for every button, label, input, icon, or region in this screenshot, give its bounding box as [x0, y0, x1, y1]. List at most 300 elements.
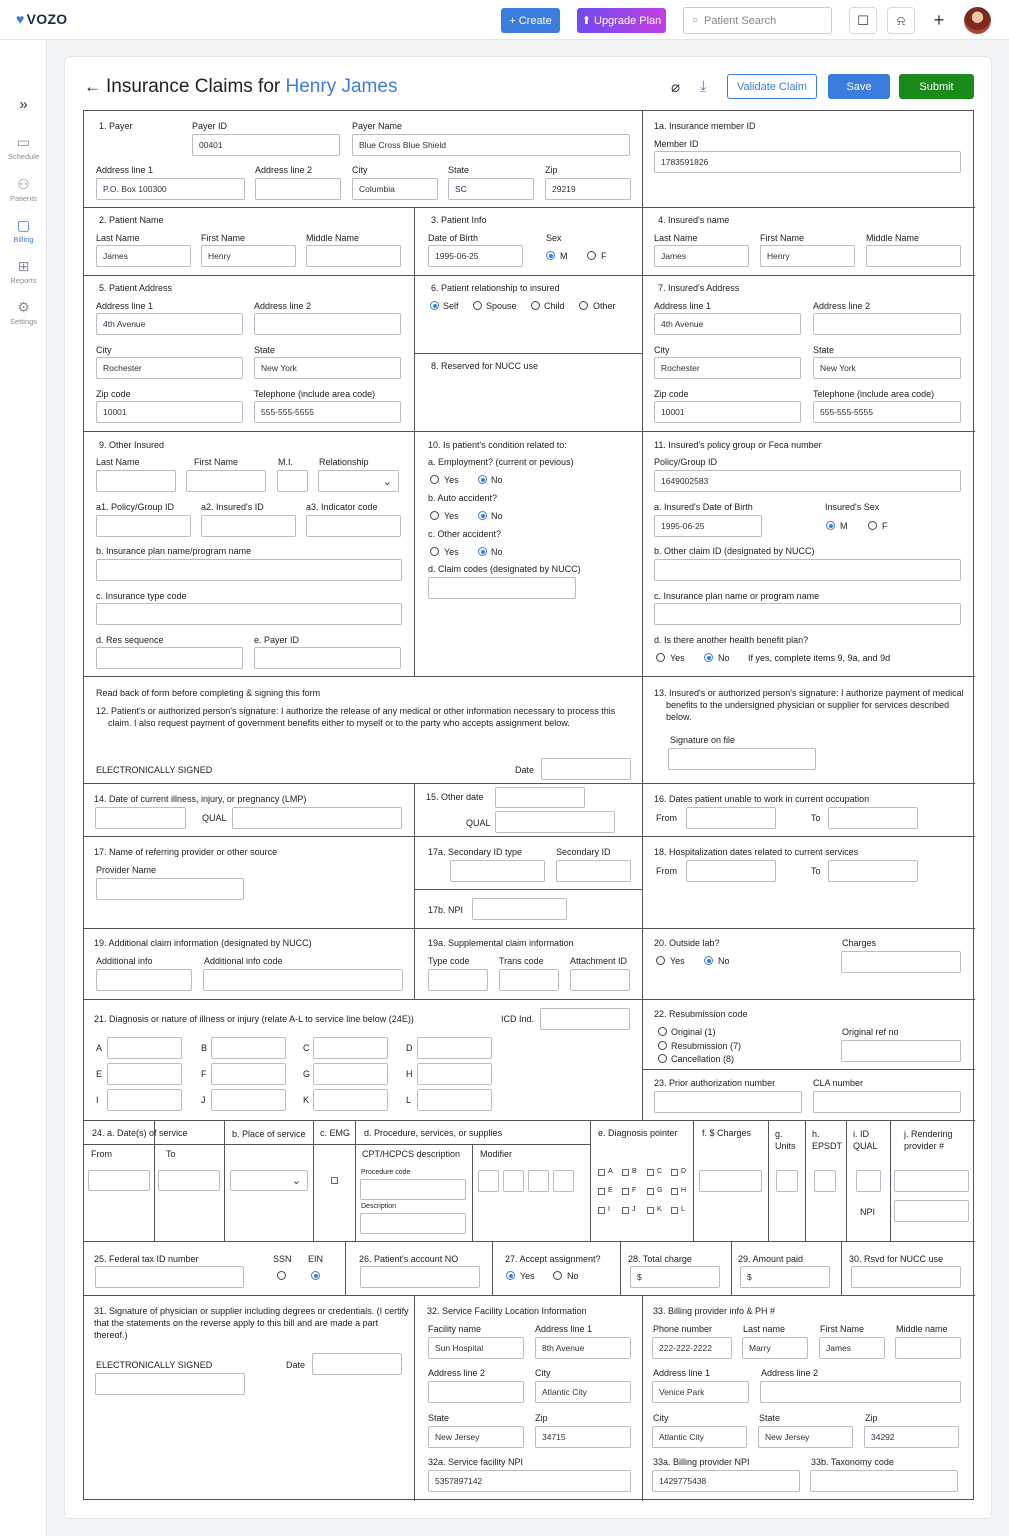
billing-middle-name-input[interactable] — [895, 1337, 961, 1359]
payer-zip-input[interactable]: 29219 — [545, 178, 631, 200]
col-divider — [414, 783, 415, 999]
e9-label: e. Payer ID — [254, 635, 300, 645]
patient-state-input[interactable]: New York — [254, 357, 401, 379]
date-label: Date — [286, 1360, 306, 1370]
state-label: State — [813, 345, 835, 355]
address-1-label: Address line 1 — [96, 165, 154, 175]
patient-first-name-input[interactable]: Henry — [201, 245, 296, 267]
unable-work-from-input[interactable] — [686, 807, 776, 829]
sidebar-label: Reports — [10, 276, 37, 285]
diagnosis-letter-label: E — [96, 1069, 103, 1079]
address-1-label: Address line 1 — [96, 301, 154, 311]
insured-middle-name-input[interactable] — [866, 245, 961, 267]
other-date-qual-input[interactable] — [495, 811, 615, 833]
other-insured-mi-input[interactable] — [277, 470, 308, 492]
additional-info-input[interactable] — [96, 969, 192, 991]
sidebar-item-patients[interactable] — [0, 176, 47, 203]
diagnosis-i-input[interactable] — [107, 1089, 182, 1111]
section-21-label: 21. Diagnosis or nature of illness or injury (relate A-L to service line below (24E)) — [94, 1014, 414, 1024]
another-plan-no-radio[interactable] — [704, 653, 713, 662]
pointer-l-checkbox[interactable] — [671, 1207, 678, 1214]
diagnosis-letter-label: K — [303, 1095, 310, 1105]
search-icon: ○ — [692, 15, 699, 26]
signature-on-file-input[interactable] — [668, 748, 816, 770]
col-divider — [693, 1120, 694, 1241]
diagnosis-letter-label: L — [406, 1095, 412, 1105]
bell-icon[interactable]: ⍾ — [887, 7, 915, 34]
row-divider — [84, 275, 975, 276]
section-32-label: 32. Service Facility Location Information — [427, 1306, 587, 1316]
section-6-label: 6. Patient relationship to insured — [431, 283, 560, 293]
section-26-label: 26. Patient's account NO — [359, 1254, 459, 1264]
insured-address-2-input[interactable] — [813, 313, 961, 335]
another-plan-yes-radio[interactable] — [656, 653, 665, 662]
diagnosis-b-input[interactable] — [211, 1037, 286, 1059]
procedure-code-input[interactable] — [360, 1179, 466, 1200]
c9-label: c. Insurance type code — [96, 591, 187, 601]
relationship-dropdown[interactable] — [318, 470, 399, 492]
pointer-d-checkbox[interactable] — [671, 1169, 678, 1176]
other-insured-last-input[interactable] — [96, 470, 176, 492]
section-3-label: 3. Patient Info — [431, 215, 487, 225]
other-date-input[interactable] — [495, 787, 585, 808]
row-divider — [84, 836, 975, 837]
create-button[interactable] — [501, 8, 560, 33]
federal-tax-id-input[interactable] — [95, 1266, 244, 1288]
first-name-label: First Name — [194, 457, 239, 467]
place-of-service-dropdown[interactable] — [230, 1170, 308, 1191]
other-accident-yes-radio[interactable] — [430, 547, 439, 556]
indicator-code-input[interactable] — [306, 515, 401, 537]
procedure-code-label: Procedure code — [361, 1169, 411, 1176]
original-1-radio[interactable] — [658, 1027, 667, 1036]
add-icon[interactable]: + — [925, 7, 953, 34]
id-qual-label: i. ID QUAL — [853, 1129, 878, 1151]
electronically-signed-label: ELECTRONICALLY SIGNED — [96, 1360, 213, 1370]
col-divider — [620, 1241, 621, 1295]
service-from-input[interactable] — [88, 1170, 150, 1191]
billing-npi-input[interactable]: 1429775438 — [652, 1470, 800, 1492]
hospital-from-input[interactable] — [686, 860, 776, 882]
sidebar-item-schedule[interactable] — [0, 134, 47, 161]
secondary-id-input[interactable] — [556, 860, 631, 882]
payer-address-2-input[interactable] — [255, 178, 341, 200]
f-label: F — [601, 251, 607, 261]
pointer-letter-label: E — [608, 1187, 613, 1194]
pointer-letter-label: D — [681, 1168, 687, 1175]
illness-date-input[interactable] — [95, 807, 186, 829]
col-divider — [313, 1120, 314, 1241]
pointer-letter-label: F — [632, 1187, 637, 1194]
description-input[interactable] — [360, 1213, 466, 1234]
facility-state-input[interactable]: New Jersey — [428, 1426, 524, 1448]
section-28-label: 28. Total charge — [628, 1254, 692, 1264]
section-29-label: 29. Amount paid — [738, 1254, 804, 1264]
payer-id-input[interactable]: 00401 — [192, 134, 340, 156]
facility-name-input[interactable]: Sun Hospital — [428, 1337, 524, 1359]
billing-state-input[interactable]: New Jersey — [758, 1426, 853, 1448]
modifier-4-input[interactable] — [553, 1170, 574, 1192]
zip-code-label: Zip code — [654, 389, 689, 399]
unable-work-to-input[interactable] — [828, 807, 918, 829]
res-sequence-input[interactable] — [96, 647, 243, 669]
diagnosis-c-input[interactable] — [313, 1037, 388, 1059]
claim-codes-input[interactable] — [428, 577, 576, 599]
section-2-label: 2. Patient Name — [99, 215, 164, 225]
modifier-1-input[interactable] — [478, 1170, 499, 1192]
sidebar-label: Patients — [9, 194, 38, 203]
patient-search-input[interactable] — [683, 7, 832, 34]
epsdt-input[interactable] — [814, 1170, 836, 1192]
chat-icon[interactable]: ☐ — [849, 7, 877, 34]
diagnosis-letter-label: G — [303, 1069, 311, 1079]
last-name-label: Last name — [743, 1324, 786, 1334]
total-charge-input[interactable]: $ — [630, 1266, 720, 1288]
qual-label: QUAL — [202, 813, 227, 823]
billing-last-name-input[interactable]: Marry — [742, 1337, 808, 1359]
insured-sex-m-radio[interactable] — [826, 521, 835, 530]
original-ref-label: Original ref no — [842, 1027, 899, 1037]
facility-address-2-input[interactable] — [428, 1381, 524, 1403]
self-label: Self — [443, 301, 459, 311]
insured-dob-input[interactable]: 1995-06-25 — [654, 515, 762, 537]
secondary-id-type-input[interactable] — [450, 860, 545, 882]
service-to-input[interactable] — [158, 1170, 220, 1191]
pointer-letter-label: K — [657, 1206, 662, 1213]
to-label: To — [811, 813, 821, 823]
diagnosis-k-input[interactable] — [313, 1089, 388, 1111]
to-label: To — [166, 1149, 176, 1159]
ein-radio[interactable] — [311, 1271, 320, 1280]
row-divider — [84, 431, 975, 432]
no-label: No — [491, 475, 503, 485]
insured-phone-input[interactable]: 555-555-5555 — [813, 401, 961, 423]
row-divider — [84, 999, 975, 1000]
diagnosis-h-input[interactable] — [417, 1063, 492, 1085]
section-23-label: 23. Prior authorization number — [654, 1078, 776, 1088]
relationship-label: Relationship — [319, 457, 369, 467]
diagnosis-l-input[interactable] — [417, 1089, 492, 1111]
referring-provider-input[interactable] — [96, 878, 244, 900]
from-label: From — [656, 866, 677, 876]
patient-address-1-input[interactable]: 4th Avenue — [96, 313, 243, 335]
billing-zip-input[interactable]: 34292 — [864, 1426, 959, 1448]
diagnosis-j-input[interactable] — [211, 1089, 286, 1111]
patient-account-input[interactable] — [360, 1266, 480, 1288]
insurance-plan-name-input[interactable] — [96, 559, 402, 581]
patient-address-2-input[interactable] — [254, 313, 401, 335]
patient-middle-name-input[interactable] — [306, 245, 401, 267]
col-divider — [642, 207, 643, 676]
facility-city-input[interactable]: Atlantic City — [535, 1381, 631, 1403]
claim-form — [83, 110, 974, 1500]
type-code-input[interactable] — [428, 969, 488, 991]
diagnosis-a-input[interactable] — [107, 1037, 182, 1059]
phone-label: Telephone (include area code) — [813, 389, 935, 399]
units-input[interactable] — [776, 1170, 798, 1192]
facility-address-1-input[interactable]: 8th Avenue — [535, 1337, 631, 1359]
additional-info-code-input[interactable] — [203, 969, 403, 991]
first-name-label: First Name — [201, 233, 246, 243]
other-claim-id-input[interactable] — [654, 559, 961, 581]
zip-label: Zip — [865, 1413, 878, 1423]
patient-dob-input[interactable]: 1995-06-25 — [428, 245, 523, 267]
col-divider — [731, 1241, 732, 1295]
payer-city-input[interactable]: Columbia — [352, 178, 438, 200]
sidebar-item-billing[interactable] — [0, 217, 47, 244]
trans-code-input[interactable] — [499, 969, 559, 991]
attachment-id-input[interactable] — [570, 969, 630, 991]
policy-group-input[interactable]: 1649002583 — [654, 470, 961, 492]
outside-lab-charges-input[interactable] — [841, 951, 961, 973]
rendering-provider-input[interactable] — [894, 1170, 969, 1192]
insured-zip-input[interactable]: 10001 — [654, 401, 801, 423]
relationship-child-radio[interactable] — [531, 301, 540, 310]
address-2-label: Address line 2 — [813, 301, 871, 311]
section-4-label: 4. Insured's name — [658, 215, 730, 225]
employment-no-radio[interactable] — [478, 475, 487, 484]
illness-qual-input[interactable] — [232, 807, 402, 829]
col-divider — [414, 207, 415, 676]
billing-address-1-input[interactable]: Venice Park — [652, 1381, 749, 1403]
additional-info-label: Additional info — [96, 956, 153, 966]
middle-name-label: Middle Name — [866, 233, 920, 243]
pointer-c-checkbox[interactable] — [647, 1169, 654, 1176]
relationship-other-radio[interactable] — [579, 301, 588, 310]
facility-zip-input[interactable]: 34715 — [535, 1426, 631, 1448]
expand-sidebar-icon[interactable]: » — [19, 96, 28, 113]
validate-claim-button[interactable]: Validate Claim — [727, 74, 817, 99]
policy-group-label: Policy/Group ID — [654, 457, 718, 467]
signature-on-file-label: Signature on file — [670, 735, 736, 745]
cla-number-label: CLA number — [813, 1078, 864, 1088]
auto-no-radio[interactable] — [478, 511, 487, 520]
address-2-label: Address line 2 — [428, 1368, 486, 1378]
pointer-h-checkbox[interactable] — [671, 1188, 678, 1195]
outside-lab-yes-radio[interactable] — [656, 956, 665, 965]
section-17-label: 17. Name of referring provider or other source — [94, 847, 278, 857]
hospital-to-input[interactable] — [828, 860, 918, 882]
signature-date-input[interactable] — [541, 758, 631, 780]
npi-17b-input[interactable] — [472, 898, 567, 920]
b9-label: b. Insurance plan name/program name — [96, 546, 252, 556]
insured-sex-f-radio[interactable] — [868, 521, 877, 530]
col-divider — [805, 1120, 806, 1241]
pointer-a-checkbox[interactable] — [598, 1169, 605, 1176]
section-5-label: 5. Patient Address — [99, 283, 173, 293]
charges-24f-input[interactable] — [699, 1170, 762, 1192]
state-label: State — [759, 1413, 781, 1423]
electronically-signed-label: ELECTRONICALLY SIGNED — [96, 765, 213, 775]
plan-name-input[interactable] — [654, 603, 961, 625]
epsdt-label: h. EPSDT — [812, 1129, 843, 1151]
ssn-label: SSN — [273, 1254, 292, 1264]
modifier-label: Modifier — [480, 1149, 513, 1159]
insured-id-input[interactable] — [201, 515, 296, 537]
id-qual-input[interactable] — [856, 1170, 881, 1192]
taxonomy-code-input[interactable] — [810, 1470, 958, 1492]
f-label: F — [882, 521, 888, 531]
amount-paid-input[interactable]: $ — [740, 1266, 830, 1288]
no-label: No — [718, 653, 730, 663]
payer-state-input[interactable]: SC — [448, 178, 534, 200]
yes-label: Yes — [444, 511, 459, 521]
employment-yes-radio[interactable] — [430, 475, 439, 484]
insured-first-name-input[interactable]: Henry — [760, 245, 855, 267]
sex-label: Sex — [546, 233, 562, 243]
patient-last-name-input[interactable]: James — [96, 245, 191, 267]
original-ref-input[interactable] — [841, 1040, 961, 1062]
auto-yes-radio[interactable] — [430, 511, 439, 520]
diagnosis-f-input[interactable] — [211, 1063, 286, 1085]
section-11-label: 11. Insured's policy group or Feca number — [654, 440, 822, 450]
address-2-label: Address line 2 — [761, 1368, 819, 1378]
pointer-f-checkbox[interactable] — [622, 1188, 629, 1195]
yes-label: Yes — [444, 475, 459, 485]
section-19a-label: 19a. Supplemental claim information — [428, 938, 574, 948]
insured-state-input[interactable]: New York — [813, 357, 961, 379]
col-divider — [642, 676, 643, 783]
avatar[interactable] — [964, 7, 991, 34]
section-19-label: 19. Additional claim information (designated by NUCC) — [94, 938, 312, 948]
resubmission-7-label: Resubmission (7) — [671, 1041, 742, 1051]
prior-auth-input[interactable] — [654, 1091, 802, 1113]
section-24a-label: 24. a. Date(s) of service — [92, 1128, 188, 1138]
upgrade-plan-button[interactable] — [577, 8, 666, 33]
ssn-radio[interactable] — [277, 1271, 286, 1280]
row-divider — [84, 207, 975, 208]
cla-number-input[interactable] — [813, 1091, 961, 1113]
billing-city-input[interactable]: Atlantic City — [652, 1426, 747, 1448]
accept-yes-radio[interactable] — [506, 1271, 515, 1280]
yes-label: Yes — [670, 956, 685, 966]
insured-city-input[interactable]: Rochester — [654, 357, 801, 379]
city-label: City — [653, 1413, 669, 1423]
report-icon: ⊞ — [17, 258, 30, 274]
rendering-npi-input[interactable] — [894, 1200, 969, 1222]
sidebar-label: Billing — [13, 235, 34, 244]
row-divider — [414, 889, 642, 890]
sidebar-item-settings[interactable] — [0, 299, 47, 326]
pointer-letter-label: B — [632, 1168, 637, 1175]
no-label: No — [718, 956, 730, 966]
col-divider — [642, 111, 643, 207]
pointer-i-checkbox[interactable] — [598, 1207, 605, 1214]
diagnosis-d-input[interactable] — [417, 1037, 492, 1059]
pointer-e-checkbox[interactable] — [598, 1188, 605, 1195]
physician-sign-date-input[interactable] — [312, 1353, 402, 1375]
diagnosis-letter-label: F — [201, 1069, 207, 1079]
submit-button[interactable]: Submit — [899, 74, 974, 99]
diagnosis-letter-label: H — [406, 1069, 413, 1079]
pointer-k-checkbox[interactable] — [647, 1207, 654, 1214]
insured-last-name-input[interactable]: James — [654, 245, 749, 267]
patient-city-input[interactable]: Rochester — [96, 357, 243, 379]
auto-accident-label: b. Auto accident? — [428, 493, 498, 503]
row-divider — [642, 1069, 975, 1070]
patient-zip-input[interactable]: 10001 — [96, 401, 243, 423]
address-2-label: Address line 2 — [255, 165, 313, 175]
col-divider — [472, 1144, 473, 1241]
city-label: City — [352, 165, 368, 175]
billing-first-name-input[interactable]: James — [819, 1337, 885, 1359]
icd-ind-input[interactable] — [540, 1008, 630, 1030]
description-label: Description — [361, 1203, 397, 1210]
relationship-spouse-radio[interactable] — [473, 301, 482, 310]
payer-name-input[interactable]: Blue Cross Blue Shield — [352, 134, 630, 156]
diagnosis-e-input[interactable] — [107, 1063, 182, 1085]
patient-name: Henry James — [285, 76, 398, 97]
other-accident-no-radio[interactable] — [478, 547, 487, 556]
a1-label: a1. Policy/Group ID — [96, 502, 175, 512]
back-arrow-icon[interactable]: ← — [84, 77, 101, 96]
nucc-30-input[interactable] — [851, 1266, 961, 1288]
diagnosis-letter-label: A — [96, 1043, 103, 1053]
paperclip-icon[interactable]: ⌀ — [671, 79, 681, 96]
last-name-label: Last Name — [654, 233, 698, 243]
modifier-3-input[interactable] — [528, 1170, 549, 1192]
col-divider — [846, 1120, 847, 1241]
patient-phone-input[interactable]: 555-555-5555 — [254, 401, 401, 423]
payer-address-1-input[interactable]: P.O. Box 100300 — [96, 178, 245, 200]
sidebar-item-reports[interactable] — [0, 258, 47, 285]
member-id-input[interactable]: 1783591826 — [654, 151, 961, 173]
modifier-2-input[interactable] — [503, 1170, 524, 1192]
billing-phone-input[interactable]: 222-222-2222 — [652, 1337, 732, 1359]
cpt-label: CPT/HCPCS description — [362, 1149, 461, 1159]
pointer-b-checkbox[interactable] — [622, 1169, 629, 1176]
resubmission-7-radio[interactable] — [658, 1041, 667, 1050]
save-button[interactable]: Save — [828, 74, 890, 99]
pointer-letter-label: J — [632, 1206, 636, 1213]
last-name-label: Last Name — [96, 457, 140, 467]
cancellation-8-radio[interactable] — [658, 1054, 667, 1063]
emg-checkbox[interactable] — [331, 1177, 338, 1184]
plan-name-label: c. Insurance plan name or program name — [654, 591, 820, 601]
pointer-j-checkbox[interactable] — [622, 1207, 629, 1214]
insured-address-1-input[interactable]: 4th Avenue — [654, 313, 801, 335]
diagnosis-g-input[interactable] — [313, 1063, 388, 1085]
state-label: State — [428, 1413, 450, 1423]
from-label: From — [656, 813, 677, 823]
rendering-provider-label: j. Rendering provider # — [904, 1129, 953, 1151]
sex-m-radio[interactable] — [546, 251, 555, 260]
download-icon[interactable]: ⤓ — [700, 78, 707, 95]
m-label: M — [840, 521, 848, 531]
billing-address-2-input[interactable] — [760, 1381, 961, 1403]
sex-f-radio[interactable] — [587, 251, 596, 260]
zip-code-label: Zip code — [96, 389, 131, 399]
pointer-letter-label: G — [657, 1187, 663, 1194]
other-insured-first-input[interactable] — [186, 470, 266, 492]
wallet-icon: ▢ — [16, 217, 31, 233]
create-label: Create — [518, 14, 552, 27]
other-payer-id-input[interactable] — [254, 647, 401, 669]
insurance-type-code-input[interactable] — [96, 603, 402, 625]
facility-npi-input[interactable]: 5357897142 — [428, 1470, 631, 1492]
pointer-g-checkbox[interactable] — [647, 1188, 654, 1195]
outside-lab-no-radio[interactable] — [704, 956, 713, 965]
charges-24f-label: f. $ Charges — [702, 1128, 752, 1138]
physician-signature-input[interactable] — [95, 1373, 245, 1395]
relationship-self-radio[interactable] — [430, 301, 439, 310]
units-label: g. Units — [775, 1129, 796, 1151]
app-logo[interactable] — [16, 11, 68, 27]
accept-no-radio[interactable] — [553, 1271, 562, 1280]
emg-label: c. EMG — [320, 1128, 351, 1138]
pointer-letter-label: H — [681, 1187, 687, 1194]
policy-group-id-input[interactable] — [96, 515, 191, 537]
